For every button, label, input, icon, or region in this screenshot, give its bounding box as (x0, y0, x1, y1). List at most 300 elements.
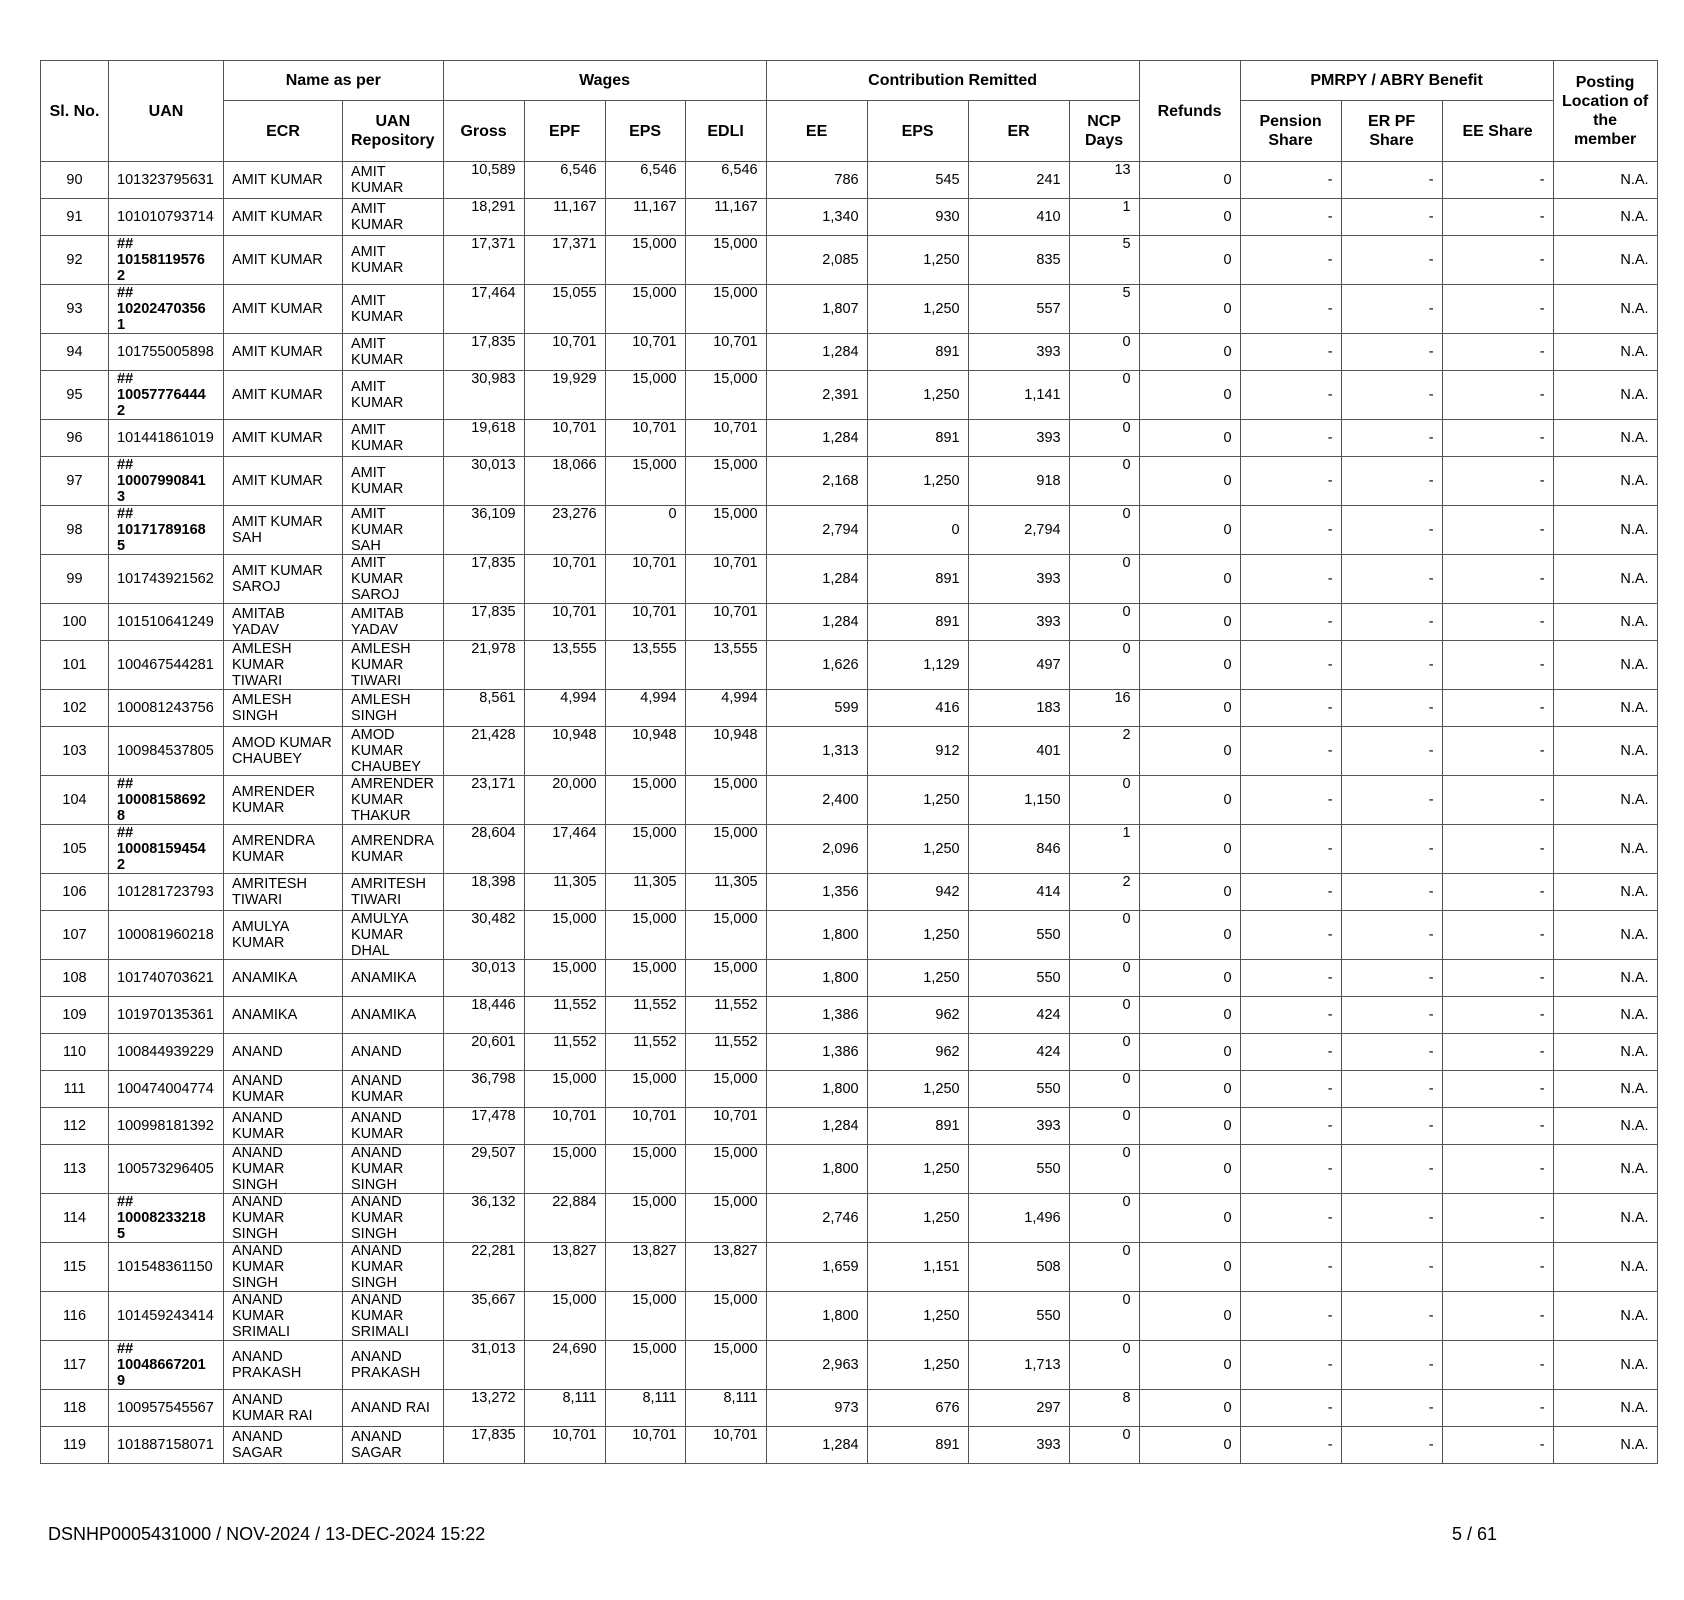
table-row (41, 199, 1658, 236)
cell-uan: ## 10048667201 9 (109, 1341, 224, 1390)
cell-ee-share: - (1442, 162, 1553, 199)
cell-ee: 1,800 (766, 1292, 867, 1341)
cell-contribution-eps: 912 (867, 727, 968, 776)
cell-epf: 8,111 (524, 1390, 605, 1427)
cell-sl-no: 109 (41, 997, 109, 1034)
cell-sl-no: 119 (41, 1427, 109, 1464)
table-row (41, 1145, 1658, 1194)
cell-uan: 101740703621 (109, 960, 224, 997)
cell-wages-eps: 13,555 (605, 641, 685, 690)
cell-edli: 15,000 (685, 371, 766, 420)
cell-gross: 21,428 (443, 727, 524, 776)
cell-sl-no: 92 (41, 236, 109, 285)
cell-contribution-eps: 1,151 (867, 1243, 968, 1292)
cell-ncp-days: 1 (1069, 199, 1139, 236)
cell-name-ecr: AMULYA KUMAR (224, 911, 343, 960)
cell-er: 183 (968, 690, 1069, 727)
cell-uan: 100081960218 (109, 911, 224, 960)
cell-epf: 11,552 (524, 997, 605, 1034)
cell-edli: 15,000 (685, 911, 766, 960)
cell-wages-eps: 15,000 (605, 1341, 685, 1390)
cell-ee: 599 (766, 690, 867, 727)
cell-posting-location: N.A. (1553, 457, 1657, 506)
cell-ee: 1,386 (766, 1034, 867, 1071)
cell-ee: 786 (766, 162, 867, 199)
cell-ee: 1,284 (766, 555, 867, 604)
cell-er-pf-share: - (1341, 199, 1442, 236)
cell-wages-eps: 10,701 (605, 1427, 685, 1464)
cell-uan: 101755005898 (109, 334, 224, 371)
cell-wages-eps: 13,827 (605, 1243, 685, 1292)
cell-uan: 100573296405 (109, 1145, 224, 1194)
cell-er: 508 (968, 1243, 1069, 1292)
cell-ncp-days: 0 (1069, 641, 1139, 690)
cell-name-ecr: AMIT KUMAR (224, 162, 343, 199)
cell-er-pf-share: - (1341, 457, 1442, 506)
cell-name-ecr: AMITAB YADAV (224, 604, 343, 641)
cell-gross: 30,482 (443, 911, 524, 960)
cell-name-ecr: ANAND KUMAR SINGH (224, 1194, 343, 1243)
cell-ee-share: - (1442, 641, 1553, 690)
header-sl-no: Sl. No. (41, 61, 109, 162)
cell-edli: 15,000 (685, 1341, 766, 1390)
cell-wages-eps: 4,994 (605, 690, 685, 727)
cell-posting-location: N.A. (1553, 997, 1657, 1034)
cell-ncp-days: 0 (1069, 1427, 1139, 1464)
cell-ee: 2,746 (766, 1194, 867, 1243)
cell-ncp-days: 0 (1069, 1341, 1139, 1390)
cell-sl-no: 96 (41, 420, 109, 457)
cell-pension-share: - (1240, 604, 1341, 641)
cell-contribution-eps: 1,250 (867, 911, 968, 960)
cell-ee: 1,800 (766, 911, 867, 960)
cell-contribution-eps: 891 (867, 1427, 968, 1464)
cell-edli: 11,305 (685, 874, 766, 911)
cell-name-uan-repository: AMIT KUMAR SAROJ (343, 555, 444, 604)
cell-posting-location: N.A. (1553, 911, 1657, 960)
cell-name-uan-repository: ANAND PRAKASH (343, 1341, 444, 1390)
cell-uan: 101970135361 (109, 997, 224, 1034)
header-ecr: ECR (224, 101, 343, 162)
report-identifier: DSNHP0005431000 / NOV-2024 / 13-DEC-2024 15:22 (48, 1524, 486, 1544)
cell-er: 393 (968, 555, 1069, 604)
cell-ee-share: - (1442, 1427, 1553, 1464)
cell-name-uan-repository: AMIT KUMAR (343, 199, 444, 236)
cell-posting-location: N.A. (1553, 285, 1657, 334)
cell-edli: 10,701 (685, 555, 766, 604)
page-number: 5 / 61 (1452, 1524, 1498, 1544)
cell-sl-no: 106 (41, 874, 109, 911)
header-pension-share: Pension Share (1240, 101, 1341, 162)
cell-gross: 18,446 (443, 997, 524, 1034)
cell-pension-share: - (1240, 960, 1341, 997)
cell-wages-eps: 11,552 (605, 997, 685, 1034)
table-row (41, 1071, 1658, 1108)
cell-pension-share: - (1240, 1194, 1341, 1243)
cell-contribution-eps: 891 (867, 555, 968, 604)
cell-pension-share: - (1240, 1341, 1341, 1390)
cell-epf: 18,066 (524, 457, 605, 506)
cell-er-pf-share: - (1341, 911, 1442, 960)
cell-pension-share: - (1240, 371, 1341, 420)
cell-uan: 101743921562 (109, 555, 224, 604)
cell-er-pf-share: - (1341, 334, 1442, 371)
cell-gross: 31,013 (443, 1341, 524, 1390)
cell-edli: 15,000 (685, 960, 766, 997)
cell-ee: 973 (766, 1390, 867, 1427)
cell-uan: ## 10057776444 2 (109, 371, 224, 420)
cell-refunds: 0 (1139, 641, 1240, 690)
cell-er-pf-share: - (1341, 1341, 1442, 1390)
cell-gross: 20,601 (443, 1034, 524, 1071)
cell-ncp-days: 0 (1069, 776, 1139, 825)
cell-edli: 15,000 (685, 825, 766, 874)
cell-er: 550 (968, 1145, 1069, 1194)
cell-er: 1,141 (968, 371, 1069, 420)
cell-er-pf-share: - (1341, 1071, 1442, 1108)
cell-name-uan-repository: AMIT KUMAR SAH (343, 506, 444, 555)
cell-edli: 15,000 (685, 236, 766, 285)
cell-er: 2,794 (968, 506, 1069, 555)
cell-pension-share: - (1240, 420, 1341, 457)
cell-sl-no: 90 (41, 162, 109, 199)
cell-edli: 15,000 (685, 506, 766, 555)
cell-er: 497 (968, 641, 1069, 690)
cell-gross: 17,371 (443, 236, 524, 285)
cell-gross: 30,013 (443, 960, 524, 997)
cell-er-pf-share: - (1341, 506, 1442, 555)
cell-epf: 17,371 (524, 236, 605, 285)
cell-sl-no: 102 (41, 690, 109, 727)
cell-pension-share: - (1240, 1034, 1341, 1071)
cell-posting-location: N.A. (1553, 690, 1657, 727)
cell-contribution-eps: 1,250 (867, 960, 968, 997)
cell-er-pf-share: - (1341, 1427, 1442, 1464)
header-er-pf-share: ER PF Share (1341, 101, 1442, 162)
cell-refunds: 0 (1139, 1243, 1240, 1292)
cell-refunds: 0 (1139, 911, 1240, 960)
cell-uan: 100998181392 (109, 1108, 224, 1145)
cell-edli: 11,552 (685, 997, 766, 1034)
cell-posting-location: N.A. (1553, 874, 1657, 911)
cell-er: 550 (968, 1292, 1069, 1341)
cell-posting-location: N.A. (1553, 1341, 1657, 1390)
cell-wages-eps: 10,701 (605, 604, 685, 641)
cell-name-ecr: AMIT KUMAR SAH (224, 506, 343, 555)
cell-refunds: 0 (1139, 162, 1240, 199)
cell-posting-location: N.A. (1553, 1390, 1657, 1427)
table-body (41, 162, 1658, 1464)
cell-name-uan-repository: ANAND SAGAR (343, 1427, 444, 1464)
cell-er: 846 (968, 825, 1069, 874)
table-row (41, 997, 1658, 1034)
cell-contribution-eps: 1,250 (867, 825, 968, 874)
cell-refunds: 0 (1139, 1145, 1240, 1194)
cell-name-ecr: ANAND KUMAR SRIMALI (224, 1292, 343, 1341)
cell-name-ecr: AMRENDER KUMAR (224, 776, 343, 825)
cell-edli: 10,701 (685, 1427, 766, 1464)
cell-ee-share: - (1442, 1243, 1553, 1292)
cell-posting-location: N.A. (1553, 1034, 1657, 1071)
cell-ee: 1,659 (766, 1243, 867, 1292)
cell-epf: 15,000 (524, 960, 605, 997)
cell-uan: ## 10008158692 8 (109, 776, 224, 825)
cell-gross: 29,507 (443, 1145, 524, 1194)
cell-refunds: 0 (1139, 690, 1240, 727)
cell-wages-eps: 10,701 (605, 334, 685, 371)
header-uan-repository: UAN Repository (343, 101, 444, 162)
cell-edli: 10,701 (685, 1108, 766, 1145)
cell-wages-eps: 11,552 (605, 1034, 685, 1071)
table-row (41, 1243, 1658, 1292)
cell-refunds: 0 (1139, 285, 1240, 334)
cell-sl-no: 95 (41, 371, 109, 420)
cell-pension-share: - (1240, 285, 1341, 334)
cell-epf: 23,276 (524, 506, 605, 555)
cell-ncp-days: 16 (1069, 690, 1139, 727)
cell-ee-share: - (1442, 1390, 1553, 1427)
cell-name-uan-repository: ANAND KUMAR SINGH (343, 1194, 444, 1243)
cell-wages-eps: 10,701 (605, 555, 685, 604)
cell-pension-share: - (1240, 825, 1341, 874)
cell-ee-share: - (1442, 776, 1553, 825)
cell-refunds: 0 (1139, 506, 1240, 555)
cell-ee: 1,284 (766, 604, 867, 641)
cell-gross: 13,272 (443, 1390, 524, 1427)
cell-epf: 11,167 (524, 199, 605, 236)
cell-contribution-eps: 930 (867, 199, 968, 236)
table-row (41, 1194, 1658, 1243)
table-row (41, 690, 1658, 727)
cell-ee: 1,386 (766, 997, 867, 1034)
table-row (41, 162, 1658, 199)
cell-name-uan-repository: AMITAB YADAV (343, 604, 444, 641)
cell-er: 557 (968, 285, 1069, 334)
header-edli: EDLI (685, 101, 766, 162)
cell-name-ecr: AMLESH KUMAR TIWARI (224, 641, 343, 690)
cell-name-uan-repository: AMIT KUMAR (343, 285, 444, 334)
cell-name-ecr: ANAND KUMAR RAI (224, 1390, 343, 1427)
cell-name-ecr: ANAND PRAKASH (224, 1341, 343, 1390)
cell-pension-share: - (1240, 236, 1341, 285)
cell-refunds: 0 (1139, 874, 1240, 911)
cell-posting-location: N.A. (1553, 776, 1657, 825)
cell-refunds: 0 (1139, 1194, 1240, 1243)
cell-ee: 1,800 (766, 1145, 867, 1194)
cell-refunds: 0 (1139, 555, 1240, 604)
cell-name-uan-repository: ANAND KUMAR SINGH (343, 1243, 444, 1292)
cell-edli: 13,827 (685, 1243, 766, 1292)
header-contribution-remitted: Contribution Remitted (766, 61, 1139, 101)
cell-er-pf-share: - (1341, 1108, 1442, 1145)
cell-refunds: 0 (1139, 371, 1240, 420)
cell-name-uan-repository: AMULYA KUMAR DHAL (343, 911, 444, 960)
cell-wages-eps: 11,305 (605, 874, 685, 911)
header-pmrpy-abry: PMRPY / ABRY Benefit (1240, 61, 1553, 101)
cell-name-uan-repository: AMRENDRA KUMAR (343, 825, 444, 874)
header-er: ER (968, 101, 1069, 162)
cell-wages-eps: 15,000 (605, 236, 685, 285)
cell-name-uan-repository: ANAND KUMAR SINGH (343, 1145, 444, 1194)
cell-wages-eps: 15,000 (605, 285, 685, 334)
cell-ee: 2,085 (766, 236, 867, 285)
cell-refunds: 0 (1139, 604, 1240, 641)
cell-contribution-eps: 942 (867, 874, 968, 911)
cell-uan: 100957545567 (109, 1390, 224, 1427)
cell-uan: 101887158071 (109, 1427, 224, 1464)
cell-gross: 30,983 (443, 371, 524, 420)
cell-name-uan-repository: AMOD KUMAR CHAUBEY (343, 727, 444, 776)
cell-posting-location: N.A. (1553, 162, 1657, 199)
cell-edli: 15,000 (685, 1194, 766, 1243)
cell-ee: 2,391 (766, 371, 867, 420)
cell-er: 1,150 (968, 776, 1069, 825)
cell-epf: 10,701 (524, 334, 605, 371)
cell-name-ecr: ANAND KUMAR SINGH (224, 1243, 343, 1292)
cell-sl-no: 98 (41, 506, 109, 555)
cell-name-uan-repository: AMIT KUMAR (343, 420, 444, 457)
cell-ee: 1,284 (766, 1427, 867, 1464)
cell-refunds: 0 (1139, 1292, 1240, 1341)
cell-ee-share: - (1442, 457, 1553, 506)
cell-name-ecr: AMOD KUMAR CHAUBEY (224, 727, 343, 776)
cell-ee-share: - (1442, 604, 1553, 641)
cell-contribution-eps: 891 (867, 604, 968, 641)
cell-refunds: 0 (1139, 1071, 1240, 1108)
table-row (41, 420, 1658, 457)
cell-er-pf-share: - (1341, 1194, 1442, 1243)
cell-contribution-eps: 1,250 (867, 285, 968, 334)
cell-uan: ## 10008159454 2 (109, 825, 224, 874)
cell-ee: 1,356 (766, 874, 867, 911)
cell-gross: 17,478 (443, 1108, 524, 1145)
cell-ncp-days: 8 (1069, 1390, 1139, 1427)
header-wages: Wages (443, 61, 766, 101)
cell-ncp-days: 0 (1069, 997, 1139, 1034)
cell-ncp-days: 0 (1069, 604, 1139, 641)
cell-contribution-eps: 1,250 (867, 1341, 968, 1390)
cell-wages-eps: 15,000 (605, 960, 685, 997)
cell-wages-eps: 15,000 (605, 911, 685, 960)
cell-ee: 1,800 (766, 1071, 867, 1108)
cell-er: 414 (968, 874, 1069, 911)
cell-epf: 15,055 (524, 285, 605, 334)
cell-edli: 11,167 (685, 199, 766, 236)
cell-epf: 17,464 (524, 825, 605, 874)
cell-er: 410 (968, 199, 1069, 236)
cell-ncp-days: 0 (1069, 506, 1139, 555)
cell-sl-no: 116 (41, 1292, 109, 1341)
header-refunds: Refunds (1139, 61, 1240, 162)
cell-gross: 21,978 (443, 641, 524, 690)
cell-er: 393 (968, 1427, 1069, 1464)
cell-er: 393 (968, 1108, 1069, 1145)
header-wages-eps: EPS (605, 101, 685, 162)
table-row (41, 960, 1658, 997)
cell-name-ecr: ANAMIKA (224, 997, 343, 1034)
cell-posting-location: N.A. (1553, 1243, 1657, 1292)
cell-epf: 15,000 (524, 911, 605, 960)
cell-er-pf-share: - (1341, 420, 1442, 457)
cell-uan: 101323795631 (109, 162, 224, 199)
cell-wages-eps: 15,000 (605, 371, 685, 420)
cell-ncp-days: 0 (1069, 911, 1139, 960)
table-row (41, 1341, 1658, 1390)
header-ee-share: EE Share (1442, 101, 1553, 162)
cell-pension-share: - (1240, 506, 1341, 555)
cell-ncp-days: 0 (1069, 1243, 1139, 1292)
cell-ee-share: - (1442, 1145, 1553, 1194)
cell-name-uan-repository: AMRENDER KUMAR THAKUR (343, 776, 444, 825)
cell-pension-share: - (1240, 727, 1341, 776)
cell-er-pf-share: - (1341, 776, 1442, 825)
cell-er-pf-share: - (1341, 285, 1442, 334)
cell-name-uan-repository: AMIT KUMAR (343, 236, 444, 285)
table-row (41, 1390, 1658, 1427)
cell-contribution-eps: 545 (867, 162, 968, 199)
cell-edli: 15,000 (685, 457, 766, 506)
cell-ee-share: - (1442, 825, 1553, 874)
cell-gross: 17,835 (443, 604, 524, 641)
cell-uan: ## 10008233218 5 (109, 1194, 224, 1243)
cell-contribution-eps: 1,250 (867, 236, 968, 285)
cell-ee-share: - (1442, 420, 1553, 457)
cell-refunds: 0 (1139, 199, 1240, 236)
cell-edli: 15,000 (685, 1292, 766, 1341)
cell-uan: 100081243756 (109, 690, 224, 727)
table-row (41, 1034, 1658, 1071)
cell-ncp-days: 13 (1069, 162, 1139, 199)
cell-sl-no: 115 (41, 1243, 109, 1292)
table-row (41, 457, 1658, 506)
cell-sl-no: 110 (41, 1034, 109, 1071)
cell-name-uan-repository: AMIT KUMAR (343, 371, 444, 420)
header-ee: EE (766, 101, 867, 162)
table-row (41, 236, 1658, 285)
cell-ee-share: - (1442, 1034, 1553, 1071)
cell-contribution-eps: 676 (867, 1390, 968, 1427)
cell-sl-no: 118 (41, 1390, 109, 1427)
cell-ee-share: - (1442, 960, 1553, 997)
cell-contribution-eps: 962 (867, 997, 968, 1034)
cell-er-pf-share: - (1341, 997, 1442, 1034)
cell-name-uan-repository: ANAND KUMAR SRIMALI (343, 1292, 444, 1341)
cell-er: 835 (968, 236, 1069, 285)
cell-er-pf-share: - (1341, 825, 1442, 874)
cell-uan: ## 10171789168 5 (109, 506, 224, 555)
cell-sl-no: 111 (41, 1071, 109, 1108)
cell-ee: 1,340 (766, 199, 867, 236)
cell-gross: 17,835 (443, 1427, 524, 1464)
cell-contribution-eps: 1,250 (867, 457, 968, 506)
cell-edli: 6,546 (685, 162, 766, 199)
cell-sl-no: 113 (41, 1145, 109, 1194)
cell-pension-share: - (1240, 1145, 1341, 1194)
cell-wages-eps: 11,167 (605, 199, 685, 236)
cell-epf: 10,701 (524, 1108, 605, 1145)
cell-refunds: 0 (1139, 1390, 1240, 1427)
cell-sl-no: 114 (41, 1194, 109, 1243)
cell-name-ecr: AMIT KUMAR (224, 236, 343, 285)
cell-posting-location: N.A. (1553, 334, 1657, 371)
cell-pension-share: - (1240, 911, 1341, 960)
table-row (41, 874, 1658, 911)
cell-pension-share: - (1240, 690, 1341, 727)
cell-edli: 15,000 (685, 1145, 766, 1194)
cell-refunds: 0 (1139, 825, 1240, 874)
cell-pension-share: - (1240, 776, 1341, 825)
cell-name-uan-repository: ANAND KUMAR (343, 1108, 444, 1145)
